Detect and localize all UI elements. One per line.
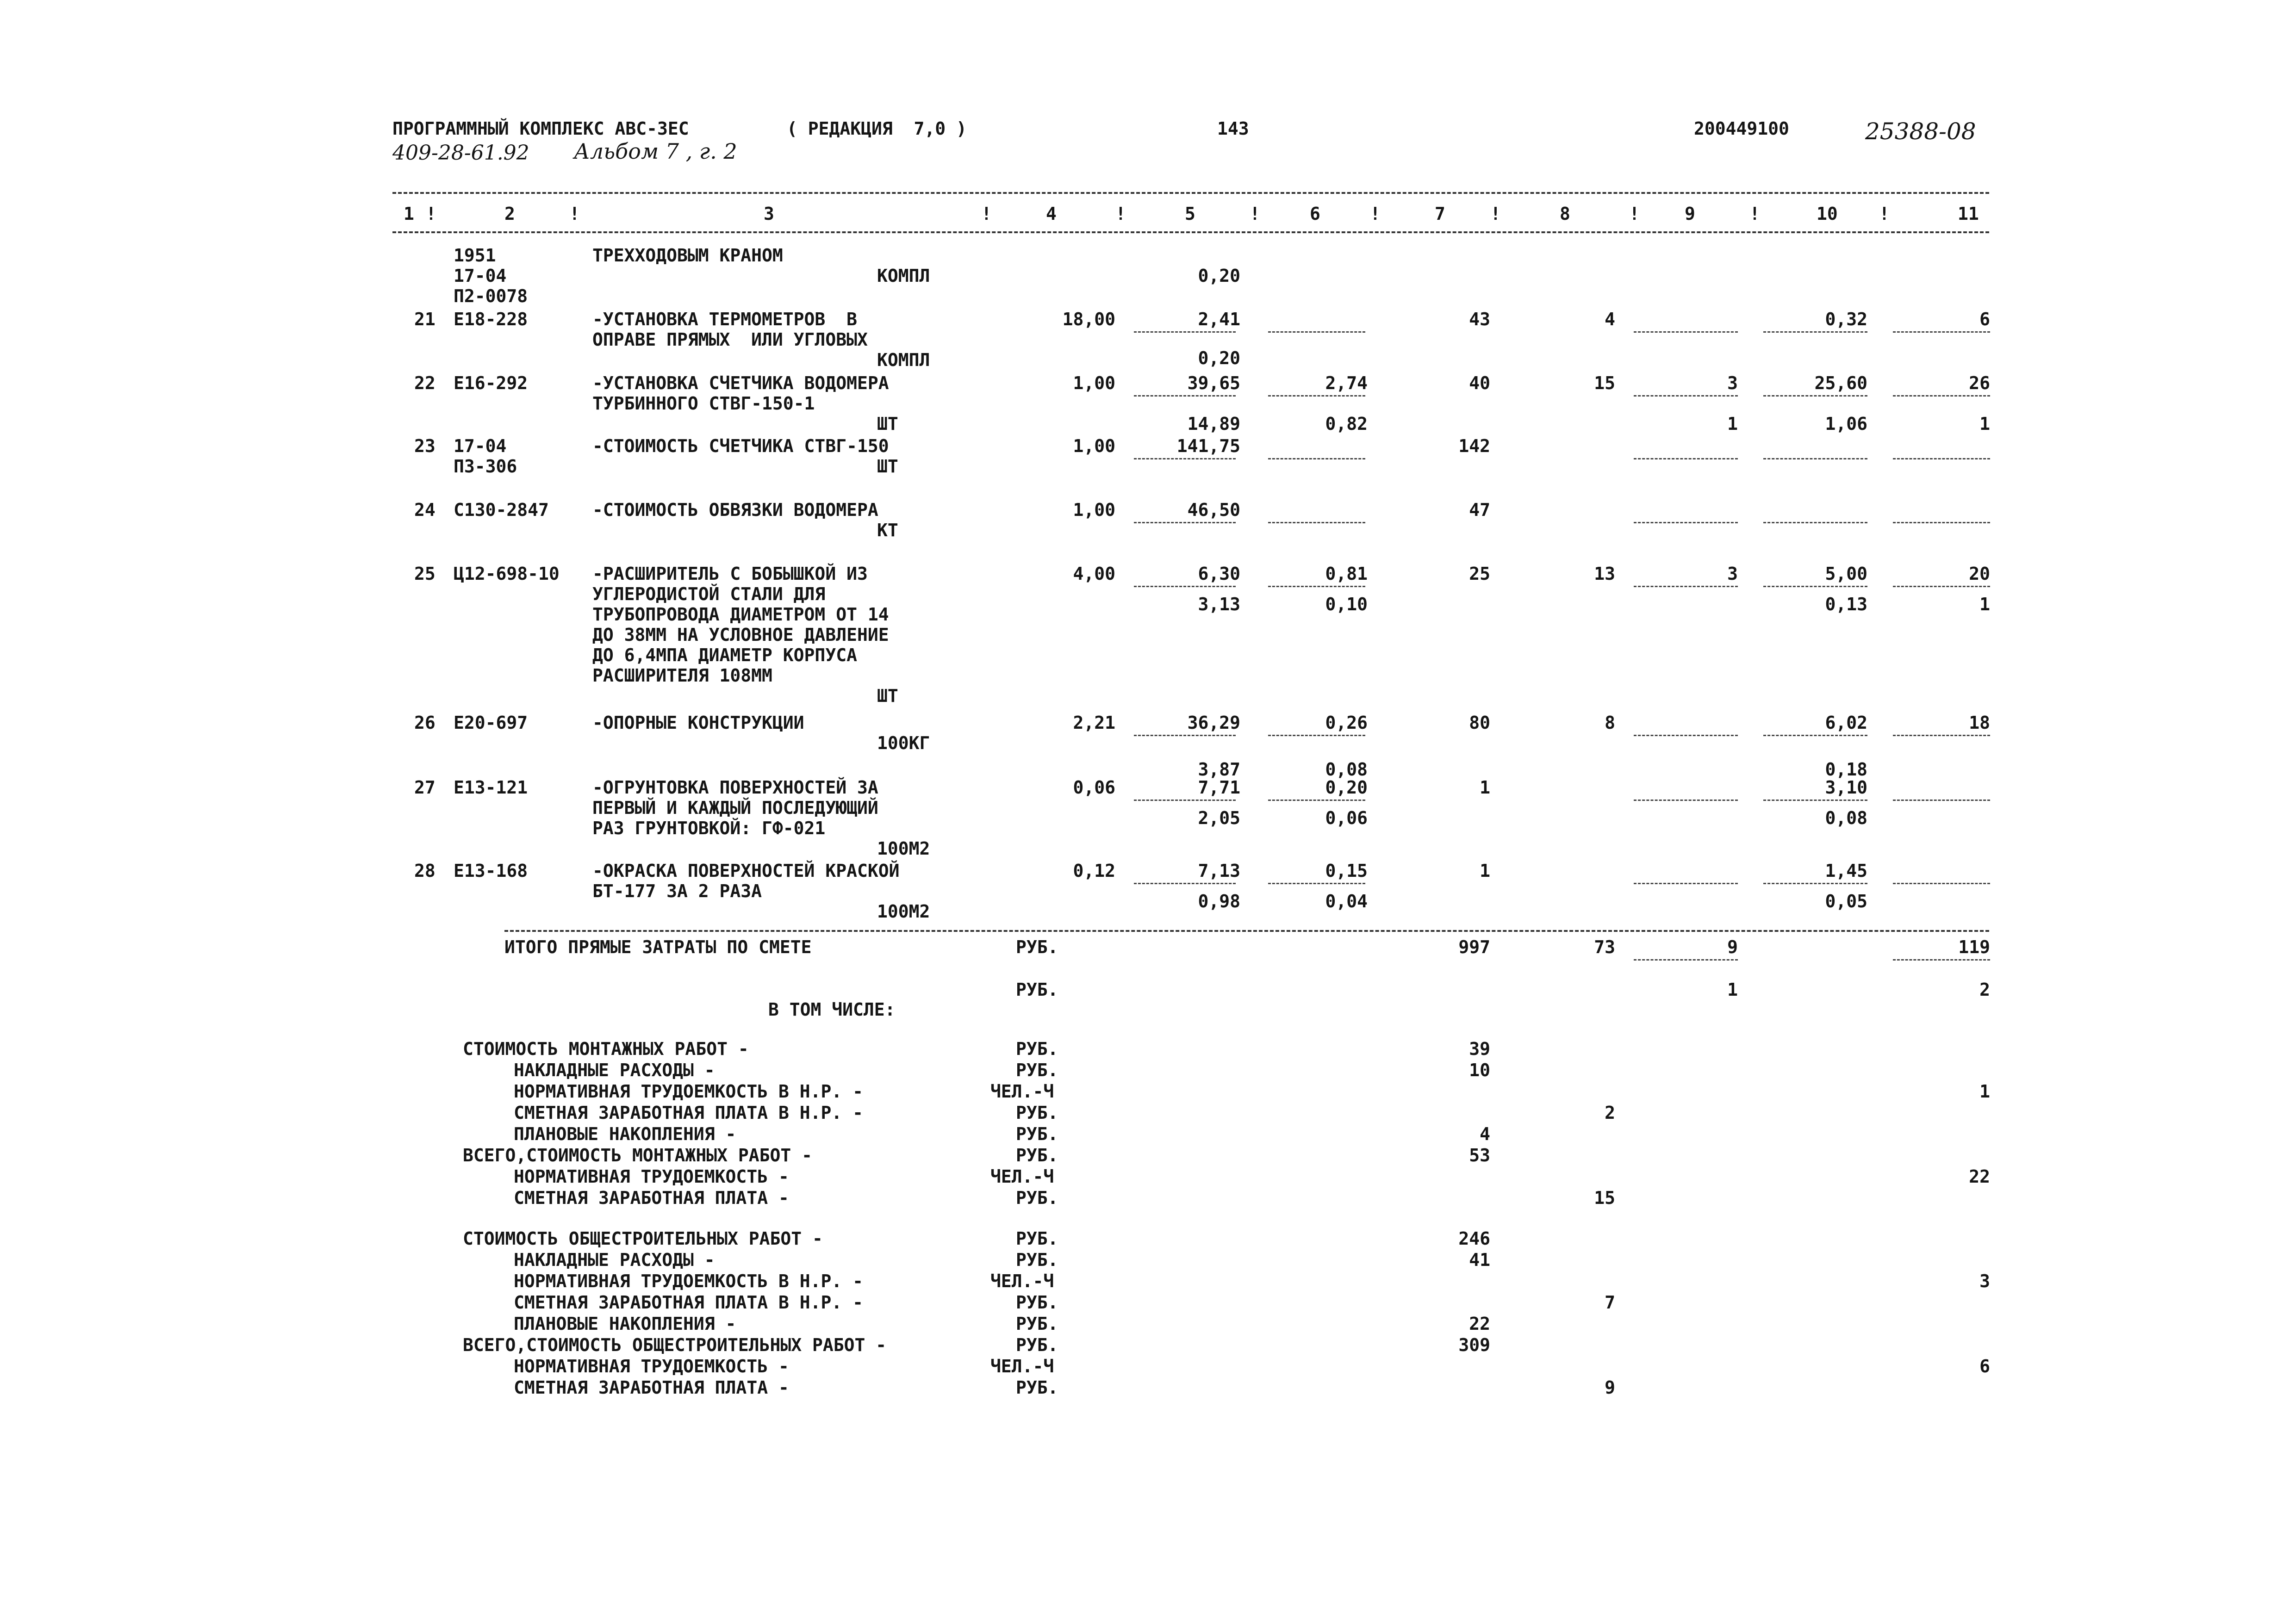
- including-label: В ТОМ ЧИСЛЕ:: [768, 999, 896, 1020]
- cell-rule: [1763, 586, 1867, 587]
- montage-row-label: НОРМАТИВНАЯ ТРУДОЕМКОСТЬ В Н.Р. -: [514, 1081, 863, 1102]
- montage-row-label: НОРМАТИВНАЯ ТРУДОЕМКОСТЬ -: [514, 1166, 789, 1187]
- row-number: 21: [414, 309, 436, 329]
- handwritten-project: 409-28-61.92: [392, 141, 529, 165]
- cell-c5: 7,71: [1198, 777, 1240, 798]
- cell-rule: [1268, 735, 1365, 736]
- row-code: Е13-121: [454, 777, 528, 798]
- general-row-c8: 9: [1605, 1377, 1615, 1398]
- cell-rule: [1134, 586, 1236, 587]
- column-separator: !: [1250, 204, 1260, 224]
- row-description: ДО 38ММ НА УСЛОВНОЕ ДАВЛЕНИЕ: [592, 625, 889, 645]
- totals-label: ИТОГО ПРЯМЫЕ ЗАТРАТЫ ПО СМЕТЕ: [504, 937, 812, 957]
- cell-rule: [1134, 735, 1236, 736]
- totals-c11-secondary: 2: [1979, 980, 1990, 1000]
- cell-c6: 0,15: [1325, 861, 1368, 881]
- montage-row-label: СМЕТНАЯ ЗАРАБОТНАЯ ПЛАТА В Н.Р. -: [514, 1103, 863, 1123]
- general-row-c11: 3: [1979, 1271, 1990, 1291]
- general-row-label: НОРМАТИВНАЯ ТРУДОЕМКОСТЬ -: [514, 1356, 789, 1376]
- row-description: -РАСШИРИТЕЛЬ С БОБЫШКОЙ ИЗ: [592, 564, 868, 584]
- row-description: БТ-177 ЗА 2 РАЗА: [592, 881, 762, 901]
- cell-c7: 43: [1469, 309, 1490, 329]
- montage-row-c7: 39: [1469, 1039, 1490, 1059]
- column-separator: !: [981, 204, 992, 224]
- totals-unit-secondary: РУБ.: [1016, 980, 1058, 1000]
- cell-c5: 141,75: [1176, 436, 1240, 456]
- montage-row-unit: РУБ.: [1016, 1188, 1058, 1208]
- cell-c6b: 0,10: [1325, 594, 1368, 614]
- general-row-unit: РУБ.: [1016, 1228, 1058, 1249]
- row-code: П3-306: [454, 456, 517, 477]
- row-code: С130-2847: [454, 500, 549, 520]
- cell-c6: 0,26: [1325, 713, 1368, 733]
- cell-c5b: 0,20: [1198, 347, 1240, 368]
- cell-c5: 39,65: [1187, 373, 1240, 393]
- row-unit: 100КГ: [877, 733, 930, 753]
- cell-c4: 1,00: [1073, 436, 1115, 456]
- cell-rule: [1134, 395, 1236, 397]
- montage-row-c7: 4: [1480, 1124, 1490, 1144]
- cell-rule: [1763, 331, 1867, 333]
- row-description: -ОГРУНТОВКА ПОВЕРХНОСТЕЙ ЗА: [592, 777, 878, 798]
- row-number: 25: [414, 564, 436, 584]
- row-description: ОПРАВЕ ПРЯМЫХ ИЛИ УГЛОВЫХ: [592, 329, 868, 350]
- row-code: Е20-697: [454, 713, 528, 733]
- column-separator: !: [426, 204, 436, 224]
- cell-c10: 6,02: [1825, 713, 1867, 733]
- row-code: 17-04: [454, 436, 507, 456]
- program-title: ПРОГРАММНЫЙ КОМПЛЕКС АВС-3ЕС: [392, 118, 689, 139]
- cell-rule: [1634, 458, 1738, 459]
- cell-c6b: 0,08: [1325, 759, 1368, 780]
- column-header-6: 6: [1310, 204, 1320, 224]
- montage-row-c7: 10: [1469, 1060, 1490, 1080]
- row-code: П2-0078: [454, 286, 528, 306]
- general-row-label: СМЕТНАЯ ЗАРАБОТНАЯ ПЛАТА -: [514, 1377, 789, 1398]
- column-header-1: 1: [404, 204, 414, 224]
- row-code: Е18-228: [454, 309, 528, 329]
- general-row-label: НОРМАТИВНАЯ ТРУДОЕМКОСТЬ В Н.Р. -: [514, 1271, 863, 1291]
- cell-rule: [1893, 522, 1990, 523]
- totals-c11: 119: [1958, 937, 1990, 957]
- cell-c4: 18,00: [1062, 309, 1115, 329]
- cell-c4: 4,00: [1073, 564, 1115, 584]
- row-description: -СТОИМОСТЬ ОБВЯЗКИ ВОДОМЕРА: [592, 500, 878, 520]
- general-row-c8: 7: [1605, 1292, 1615, 1313]
- montage-row-unit: РУБ.: [1016, 1039, 1058, 1059]
- cell-c4: 1,00: [1073, 500, 1115, 520]
- row-description: ТУРБИННОГО СТВГ-150-1: [592, 393, 815, 414]
- cell-c5b: 0,98: [1198, 891, 1240, 911]
- cell-rule: [1763, 395, 1867, 397]
- edition-label: ( РЕДАКЦИЯ 7,0 ): [787, 118, 967, 139]
- cell-c4: 0,06: [1073, 777, 1115, 798]
- montage-row-c11: 22: [1969, 1166, 1990, 1187]
- general-row-label: СТОИМОСТЬ ОБЩЕСТРОИТЕЛЬНЫХ РАБОТ -: [463, 1228, 823, 1249]
- column-header-9: 9: [1685, 204, 1695, 224]
- cell-c7: 47: [1469, 500, 1490, 520]
- totals-c7: 997: [1458, 937, 1490, 957]
- cell-rule: [1893, 586, 1990, 587]
- cell-c10b: 1,06: [1825, 414, 1867, 434]
- cell-rule: [1268, 800, 1365, 801]
- cell-rule: [1634, 800, 1738, 801]
- handwritten-number: 25388-08: [1865, 118, 1976, 145]
- row-description: -СТОИМОСТЬ СЧЕТЧИКА СТВГ-150: [592, 436, 889, 456]
- row-code: Е13-168: [454, 861, 528, 881]
- cell-c11: 6: [1979, 309, 1990, 329]
- row-number: 26: [414, 713, 436, 733]
- cell-c5b: 3,87: [1198, 759, 1240, 780]
- general-row-unit: ЧЕЛ.-Ч: [990, 1271, 1054, 1291]
- row-unit: КОМПЛ: [877, 350, 930, 370]
- general-row-label: НАКЛАДНЫЕ РАСХОДЫ -: [514, 1250, 715, 1270]
- table-header-rule: [392, 231, 1989, 233]
- montage-row-c7: 53: [1469, 1145, 1490, 1166]
- cell-rule: [1893, 735, 1990, 736]
- row-code: Е16-292: [454, 373, 528, 393]
- column-header-4: 4: [1046, 204, 1057, 224]
- cell-c7: 25: [1469, 564, 1490, 584]
- montage-row-unit: ЧЕЛ.-Ч: [990, 1166, 1054, 1187]
- row-unit: 100М2: [877, 838, 930, 859]
- cell-c7: 142: [1458, 436, 1490, 456]
- general-row-c7: 41: [1469, 1250, 1490, 1270]
- cell-rule: [1893, 959, 1990, 961]
- row-unit: КТ: [877, 520, 898, 540]
- column-separator: !: [1490, 204, 1501, 224]
- cell-c5: 7,13: [1198, 861, 1240, 881]
- general-row-unit: РУБ.: [1016, 1250, 1058, 1270]
- row-unit: 100М2: [877, 901, 930, 922]
- general-row-label: ВСЕГО,СТОИМОСТЬ ОБЩЕСТРОИТЕЛЬНЫХ РАБОТ -: [463, 1335, 887, 1355]
- cell-rule: [1134, 331, 1236, 333]
- cell-c8: 8: [1605, 713, 1615, 733]
- cell-c11: 18: [1969, 713, 1990, 733]
- cell-c10: 25,60: [1814, 373, 1867, 393]
- column-separator: !: [1749, 204, 1760, 224]
- general-row-c7: 246: [1458, 1228, 1490, 1249]
- row-description: РАСШИРИТЕЛЯ 108ММ: [592, 665, 772, 686]
- cell-c8: 13: [1594, 564, 1615, 584]
- montage-row-unit: РУБ.: [1016, 1060, 1058, 1080]
- row-description: ПЕРВЫЙ И КАЖДЫЙ ПОСЛЕДУЮЩИЙ: [592, 798, 878, 818]
- row-description: ДО 6,4МПА ДИАМЕТР КОРПУСА: [592, 645, 857, 665]
- row-description: -ОПОРНЫЕ КОНСТРУКЦИИ: [592, 713, 804, 733]
- cell-rule: [1134, 458, 1236, 459]
- cell-rule: [1634, 883, 1738, 884]
- cell-c6: 0,20: [1325, 777, 1368, 798]
- row-number: 22: [414, 373, 436, 393]
- cell-rule: [1893, 395, 1990, 397]
- row-code: Ц12-698-10: [454, 564, 560, 584]
- montage-row-unit: ЧЕЛ.-Ч: [990, 1081, 1054, 1102]
- cell-rule: [1268, 331, 1365, 333]
- montage-row-unit: РУБ.: [1016, 1124, 1058, 1144]
- totals-c9-secondary: 1: [1727, 980, 1738, 1000]
- cell-c9b: 1: [1727, 414, 1738, 434]
- column-header-10: 10: [1817, 204, 1838, 224]
- row-unit: ШТ: [877, 414, 898, 434]
- cell-rule: [1893, 883, 1990, 884]
- cell-rule: [1634, 331, 1738, 333]
- cell-rule: [1634, 586, 1738, 587]
- row-description: ТРУБОПРОВОДА ДИАМЕТРОМ ОТ 14: [592, 604, 889, 625]
- column-separator: !: [1115, 204, 1126, 224]
- cell-c7: 40: [1469, 373, 1490, 393]
- cell-rule: [1134, 883, 1236, 884]
- general-row-unit: РУБ.: [1016, 1314, 1058, 1334]
- cell-c9: 3: [1727, 564, 1738, 584]
- column-separator: !: [569, 204, 580, 224]
- cell-rule: [1763, 735, 1867, 736]
- montage-row-unit: РУБ.: [1016, 1103, 1058, 1123]
- cell-c5b: 0,20: [1198, 266, 1240, 286]
- cell-c11b: 1: [1979, 594, 1990, 614]
- column-header-7: 7: [1435, 204, 1445, 224]
- row-number: 24: [414, 500, 436, 520]
- general-row-c7: 22: [1469, 1314, 1490, 1334]
- cell-c5: 46,50: [1187, 500, 1240, 520]
- general-row-label: СМЕТНАЯ ЗАРАБОТНАЯ ПЛАТА В Н.Р. -: [514, 1292, 863, 1313]
- column-header-3: 3: [764, 204, 774, 224]
- row-description: УГЛЕРОДИСТОЙ СТАЛИ ДЛЯ: [592, 584, 826, 604]
- cell-c6b: 0,06: [1325, 808, 1368, 828]
- cell-rule: [1268, 586, 1365, 587]
- general-row-unit: ЧЕЛ.-Ч: [990, 1356, 1054, 1376]
- cell-c10: 1,45: [1825, 861, 1867, 881]
- row-description: -УСТАНОВКА СЧЕТЧИКА ВОДОМЕРА: [592, 373, 889, 393]
- cell-c10b: 0,08: [1825, 808, 1867, 828]
- cell-rule: [1634, 959, 1738, 961]
- table-top-rule: [392, 192, 1989, 194]
- row-unit: ШТ: [877, 456, 898, 477]
- cell-rule: [1893, 331, 1990, 333]
- general-row-unit: РУБ.: [1016, 1292, 1058, 1313]
- row-description: ТРЕХХОДОВЫМ КРАНОМ: [592, 245, 783, 266]
- cell-c5: 6,30: [1198, 564, 1240, 584]
- totals-c8: 73: [1594, 937, 1615, 957]
- row-unit: КОМПЛ: [877, 266, 930, 286]
- row-number: 23: [414, 436, 436, 456]
- cell-c8: 15: [1594, 373, 1615, 393]
- montage-row-label: НАКЛАДНЫЕ РАСХОДЫ -: [514, 1060, 715, 1080]
- column-header-11: 11: [1958, 204, 1979, 224]
- cell-c10b: 0,05: [1825, 891, 1867, 911]
- cell-rule: [1268, 458, 1365, 459]
- row-code: 17-04: [454, 266, 507, 286]
- general-row-c7: 309: [1458, 1335, 1490, 1355]
- cell-c10: 3,10: [1825, 777, 1867, 798]
- cell-rule: [1763, 800, 1867, 801]
- cell-c10b: 0,18: [1825, 759, 1867, 780]
- column-header-5: 5: [1185, 204, 1195, 224]
- montage-row-label: СМЕТНАЯ ЗАРАБОТНАЯ ПЛАТА -: [514, 1188, 789, 1208]
- cell-c5: 36,29: [1187, 713, 1240, 733]
- montage-row-label: ВСЕГО,СТОИМОСТЬ МОНТАЖНЫХ РАБОТ -: [463, 1145, 812, 1166]
- totals-c9: 9: [1727, 937, 1738, 957]
- cell-c10: 5,00: [1825, 564, 1867, 584]
- cell-c6b: 0,04: [1325, 891, 1368, 911]
- cell-rule: [1634, 522, 1738, 523]
- page-number: 143: [1217, 118, 1249, 139]
- column-header-8: 8: [1560, 204, 1570, 224]
- cell-c4: 2,21: [1073, 713, 1115, 733]
- montage-row-label: ПЛАНОВЫЕ НАКОПЛЕНИЯ -: [514, 1124, 736, 1144]
- cell-rule: [1763, 458, 1867, 459]
- cell-c7: 1: [1480, 777, 1490, 798]
- general-row-label: ПЛАНОВЫЕ НАКОПЛЕНИЯ -: [514, 1314, 736, 1334]
- cell-c9: 3: [1727, 373, 1738, 393]
- cell-rule: [1763, 883, 1867, 884]
- cell-rule: [1268, 395, 1365, 397]
- row-code: 1951: [454, 245, 496, 266]
- row-description: -УСТАНОВКА ТЕРМОМЕТРОВ В: [592, 309, 857, 329]
- column-separator: !: [1629, 204, 1640, 224]
- column-separator: !: [1370, 204, 1381, 224]
- cell-c6b: 0,82: [1325, 414, 1368, 434]
- cell-c5b: 2,05: [1198, 808, 1240, 828]
- montage-row-unit: РУБ.: [1016, 1145, 1058, 1166]
- row-description: РАЗ ГРУНТОВКОЙ: ГФ-021: [592, 818, 826, 838]
- cell-c7: 1: [1480, 861, 1490, 881]
- cell-c5b: 14,89: [1187, 414, 1240, 434]
- general-row-unit: РУБ.: [1016, 1377, 1058, 1398]
- cell-rule: [1763, 522, 1867, 523]
- cell-rule: [1893, 800, 1990, 801]
- row-unit: ШТ: [877, 686, 898, 706]
- cell-rule: [1268, 883, 1365, 884]
- cell-c5: 2,41: [1198, 309, 1240, 329]
- row-number: 28: [414, 861, 436, 881]
- cell-rule: [1634, 395, 1738, 397]
- cell-c7: 80: [1469, 713, 1490, 733]
- document-code: 200449100: [1694, 118, 1789, 139]
- montage-row-c11: 1: [1979, 1081, 1990, 1102]
- montage-row-c8: 15: [1594, 1188, 1615, 1208]
- cell-c4: 0,12: [1073, 861, 1115, 881]
- cell-c11b: 1: [1979, 414, 1990, 434]
- handwritten-album: Альбом 7 , г. 2: [574, 139, 737, 164]
- cell-c10: 0,32: [1825, 309, 1867, 329]
- row-number: 27: [414, 777, 436, 798]
- general-row-c11: 6: [1979, 1356, 1990, 1376]
- cell-rule: [1634, 735, 1738, 736]
- cell-c6: 2,74: [1325, 373, 1368, 393]
- montage-row-c8: 2: [1605, 1103, 1615, 1123]
- cell-rule: [1134, 522, 1236, 523]
- general-row-unit: РУБ.: [1016, 1335, 1058, 1355]
- montage-row-label: СТОИМОСТЬ МОНТАЖНЫХ РАБОТ -: [463, 1039, 749, 1059]
- cell-c5b: 3,13: [1198, 594, 1240, 614]
- cell-rule: [1268, 522, 1365, 523]
- cell-c6: 0,81: [1325, 564, 1368, 584]
- column-separator: !: [1879, 204, 1890, 224]
- totals-rule: [504, 930, 1989, 932]
- cell-c10b: 0,13: [1825, 594, 1867, 614]
- cell-c11: 20: [1969, 564, 1990, 584]
- cell-rule: [1893, 458, 1990, 459]
- column-header-2: 2: [504, 204, 515, 224]
- totals-unit: РУБ.: [1016, 937, 1058, 957]
- cell-c8: 4: [1605, 309, 1615, 329]
- cell-c4: 1,00: [1073, 373, 1115, 393]
- cell-c11: 26: [1969, 373, 1990, 393]
- cell-rule: [1134, 800, 1236, 801]
- row-description: -ОКРАСКА ПОВЕРХНОСТЕЙ КРАСКОЙ: [592, 861, 900, 881]
